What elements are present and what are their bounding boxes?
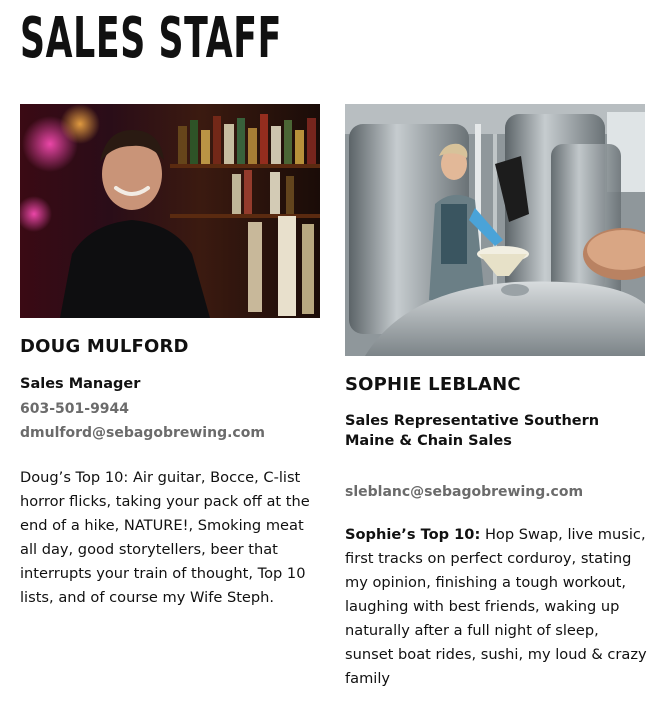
staff-role: Sales Representative Southern Maine & Chain Sales bbox=[345, 413, 600, 449]
staff-name: SOPHIE LEBLANC bbox=[345, 374, 521, 395]
staff-bio-label: Sophie’s Top 10: bbox=[345, 526, 481, 543]
staff-phone-link[interactable]: 603-501-9944 bbox=[20, 401, 130, 417]
staff-bio bbox=[20, 466, 316, 610]
staff-card-doug-mulford bbox=[20, 104, 320, 606]
page-title: SALES STAFF bbox=[20, 6, 282, 71]
staff-card-sophie-leblanc bbox=[345, 104, 647, 687]
staff-role: Sales Manager bbox=[20, 376, 141, 392]
staff-bio bbox=[345, 523, 651, 691]
staff-photo-sophie-leblanc bbox=[345, 104, 645, 356]
staff-email-link[interactable]: dmulford@sebagobrewing.com bbox=[20, 425, 265, 441]
staff-bio-text: Hop Swap, live music, first tracks on perfect corduroy, stating my opinion, finishing a tough workout, laughing with best friends, waking up naturally after a full night of sleep, sunset boat rides, sushi, my loud & crazy family bbox=[345, 526, 647, 687]
staff-photo-doug-mulford bbox=[20, 104, 320, 318]
staff-email-link[interactable]: sleblanc@sebagobrewing.com bbox=[345, 484, 584, 500]
staff-bio-text: Doug’s Top 10: Air guitar, Bocce, C-list horror flicks, taking your pack off at the end of a hike, NATURE!, Smoking meat all day, good storytellers, beer that interrupts your train of thought, Top 10 lists, and of course my Wife Steph. bbox=[20, 469, 310, 606]
staff-name: DOUG MULFORD bbox=[20, 336, 189, 357]
